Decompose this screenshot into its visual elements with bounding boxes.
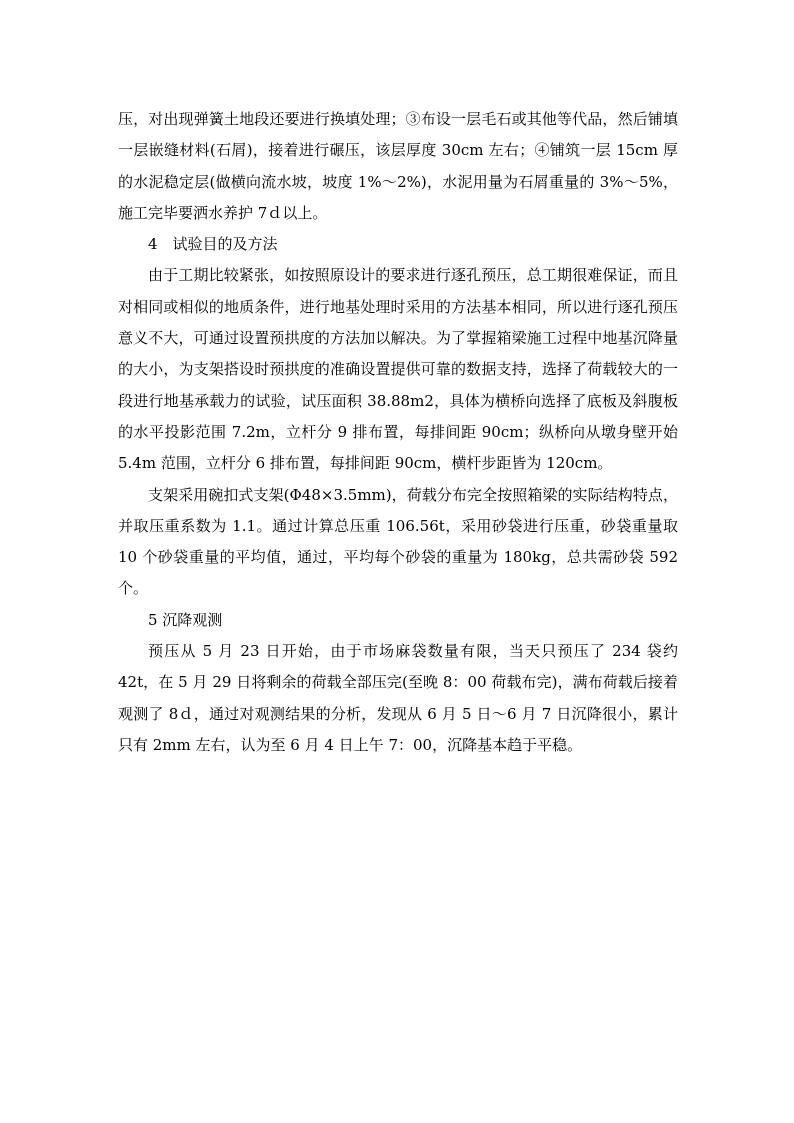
paragraph-continuation: 压，对出现弹簧土地段还要进行换填处理；③布设一层毛石或其他等代品，然后铺填一层嵌缝材料(石屑)，接着进行碾压，该层厚度 30cm 左右；④铺筑一层 15cm 厚的水泥稳定层(做横向流水坡，坡度 1%～2%)，水泥用量为石屑重量的 3%～5%，施工完毕要洒水养护 7ｄ以上。 [118, 110, 678, 222]
paragraph-test-purpose: 由于工期比较紧张，如按照原设计的要求进行逐孔预压，总工期很难保证，而且对相同或相似的地质条件，进行地基处理时采用的方法基本相同，所以进行逐孔预压意义不大，可通过设置预拱度的方法加以解决。为了掌握箱梁施工过程中地基沉降量的大小，为支架搭设时预拱度的准确设置提供可靠的数据支持，选择了荷载较大的一段进行地基承载力的试验，试压面积 38.88m2，具体为横桥向选择了底板及斜腹板的水平投影范围 7.2m，立杆分 9 排布置，每排间距 90cm；纵桥向从墩身壁开始 5.4m 范围，立杆分 6 排布置，每排间距 90cm，横杆步距皆为 120cm。 [118, 266, 678, 473]
section-heading-5: 5 沉降观测 [148, 610, 223, 629]
document-body [118, 104, 678, 761]
section-heading-4: 4 试验目的及方法 [148, 235, 278, 254]
paragraph-settlement: 预压从 5 月 23 日开始，由于市场麻袋数量有限，当天只预压了 234 袋约 42t，在 5 月 29 日将剩余的荷载全部压完(至晚 8：00 荷载布完)，满布荷载后接着观测了 8ｄ，通过对观测结果的分析，发现从 6 月 5 日～6 月 7 日沉降很小，累计只有 2mm 左右，认为至 6 月 4 日上午 7：00，沉降基本趋于平稳。 [118, 642, 678, 754]
paragraph-support-load: 支架采用碗扣式支架(Φ48×3.5mm)，荷载分布完全按照箱梁的实际结构特点，并取压重系数为 1.1。通过计算总压重 106.56t，采用砂袋进行压重，砂袋重量取 10 个砂袋重量的平均值，通过，平均每个砂袋的重量为 180kg，总共需砂袋 592 个。 [118, 485, 678, 598]
